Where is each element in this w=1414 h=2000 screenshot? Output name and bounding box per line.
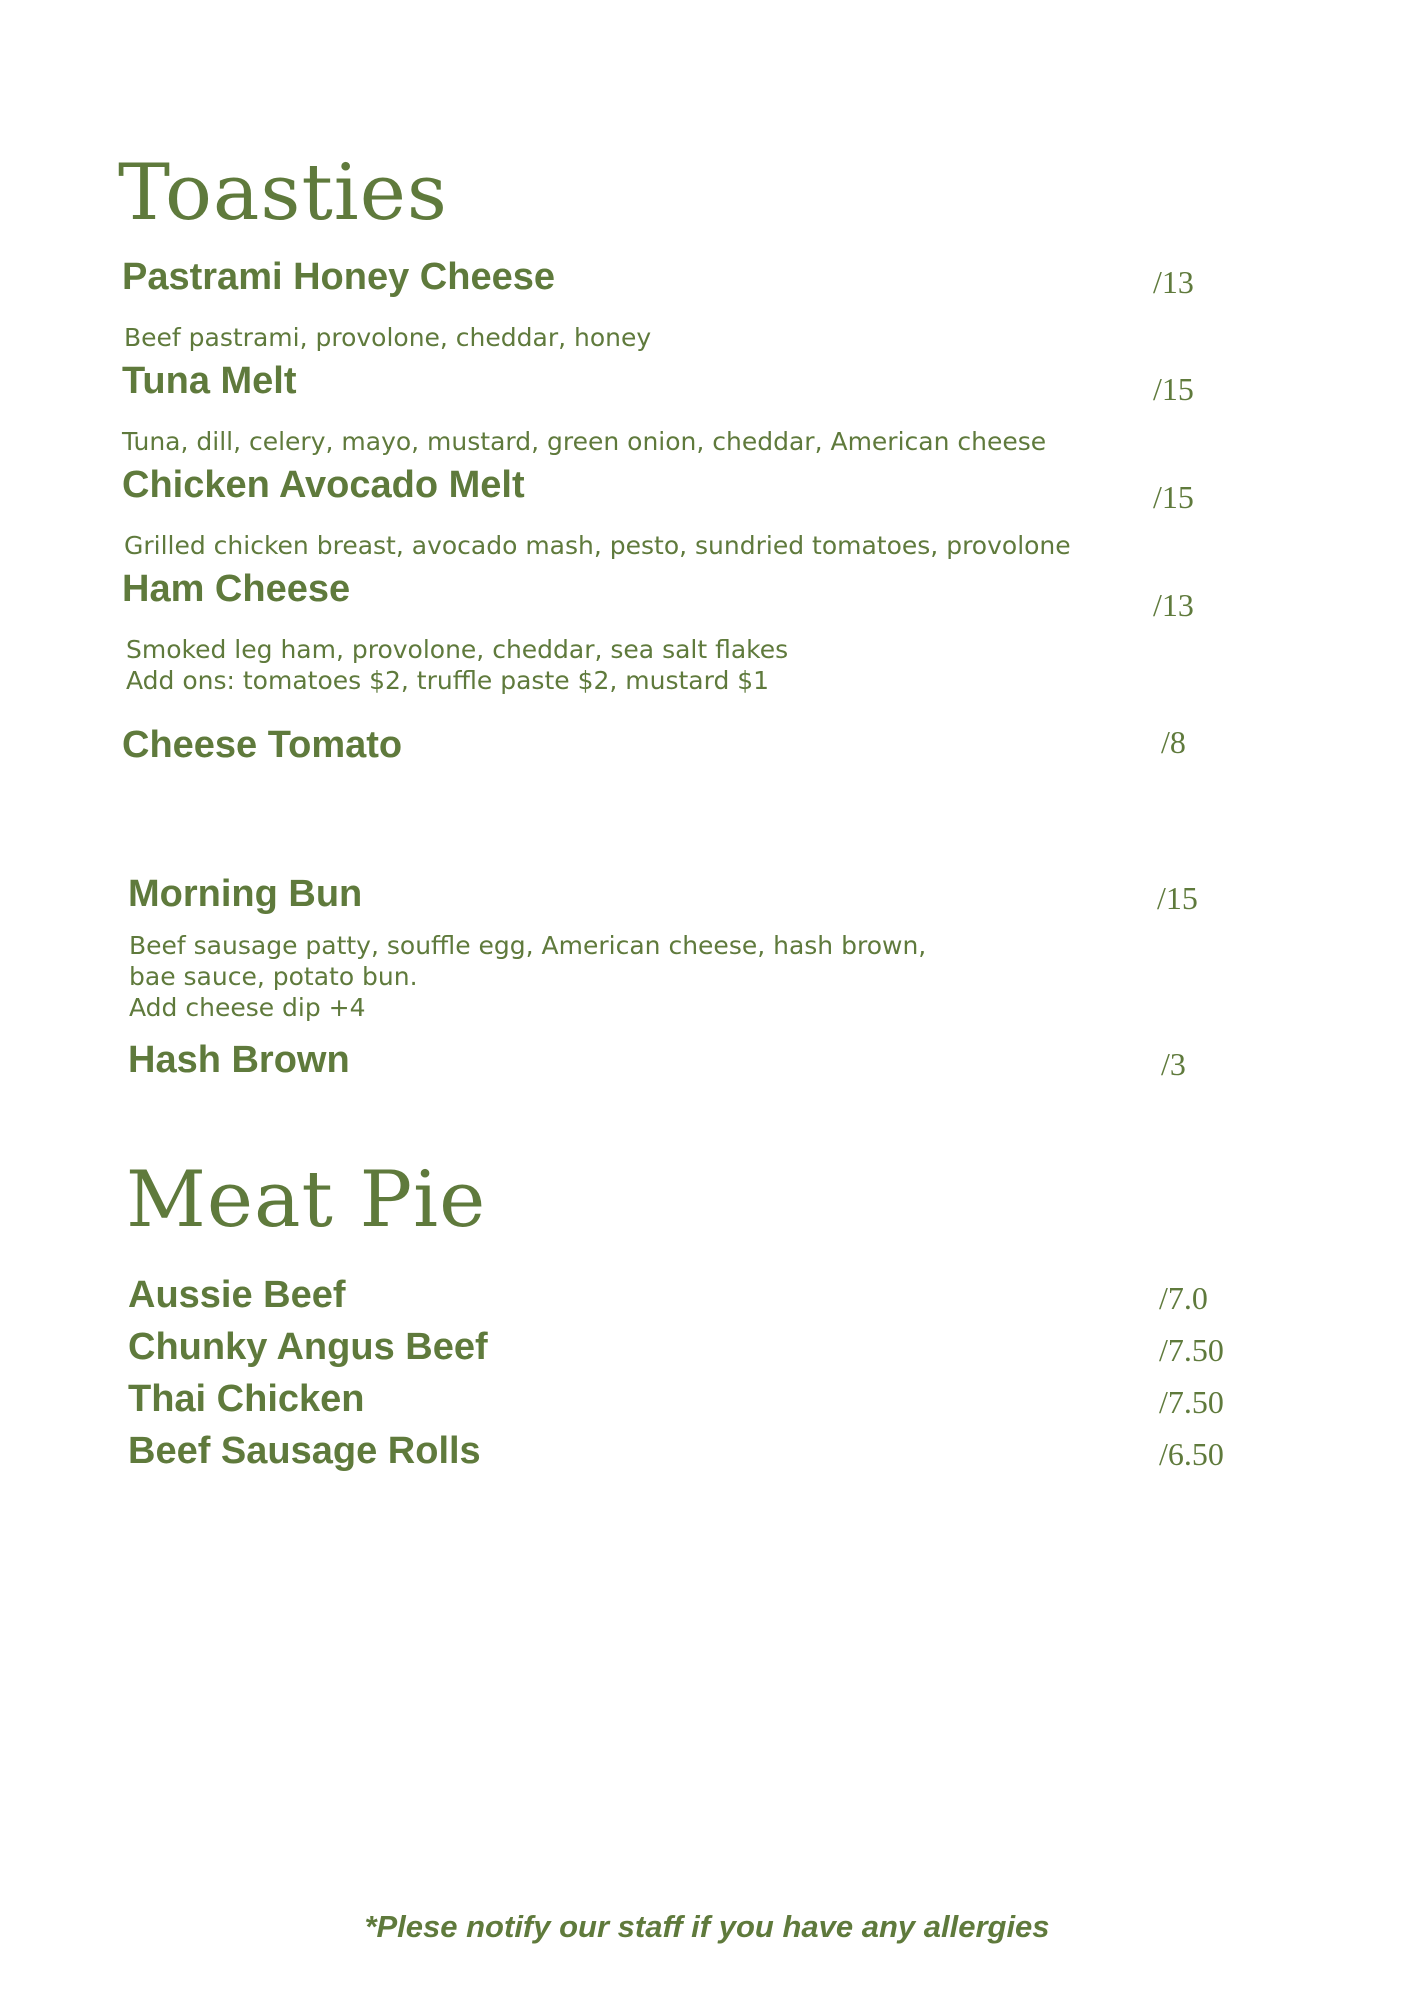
- item-desc-ham-cheese: Smoked leg ham, provolone, cheddar, sea salt flakes: [126, 635, 789, 664]
- item-name-beef-sausage-rolls: Beef Sausage Rolls: [128, 1430, 481, 1472]
- item-name-aussie-beef: Aussie Beef: [128, 1274, 346, 1316]
- item-desc-morning-bun-line2: bae sauce, potato bun.: [129, 962, 418, 991]
- item-price-beef-sausage-rolls: /6.50: [1159, 1436, 1224, 1472]
- item-price-tuna-melt: /15: [1153, 371, 1194, 407]
- item-desc-tuna-melt: Tuna, dill, celery, mayo, mustard, green onion, cheddar, American cheese: [122, 427, 1047, 456]
- item-price-cheese-tomato: /8: [1161, 724, 1186, 760]
- item-price-chunky-angus-beef: /7.50: [1159, 1332, 1224, 1368]
- item-price-thai-chicken: /7.50: [1159, 1384, 1224, 1420]
- item-desc-morning-bun: Beef sausage patty, souffle egg, American cheese, hash brown,: [129, 931, 927, 960]
- item-name-ham-cheese: Ham Cheese: [122, 568, 351, 610]
- section-title-meat-pie: Meat Pie: [126, 1155, 487, 1245]
- section-title-toasties: Toasties: [118, 148, 448, 238]
- item-desc-pastrami-honey-cheese: Beef pastrami, provolone, cheddar, honey: [124, 323, 652, 352]
- item-price-morning-bun: /15: [1157, 880, 1198, 916]
- item-name-cheese-tomato: Cheese Tomato: [122, 724, 403, 766]
- item-desc-chicken-avocado-melt: Grilled chicken breast, avocado mash, pesto, sundried tomatoes, provolone: [124, 531, 1071, 560]
- item-price-pastrami-honey-cheese: /13: [1153, 264, 1194, 300]
- item-price-ham-cheese: /13: [1153, 587, 1194, 623]
- item-price-hash-brown: /3: [1161, 1046, 1186, 1082]
- item-name-chunky-angus-beef: Chunky Angus Beef: [128, 1326, 488, 1368]
- item-name-hash-brown: Hash Brown: [128, 1039, 350, 1081]
- item-price-chicken-avocado-melt: /15: [1153, 479, 1194, 515]
- item-name-tuna-melt: Tuna Melt: [122, 360, 297, 402]
- item-name-thai-chicken: Thai Chicken: [128, 1378, 365, 1420]
- item-name-pastrami-honey-cheese: Pastrami Honey Cheese: [122, 256, 555, 298]
- item-name-morning-bun: Morning Bun: [128, 873, 363, 915]
- item-addons-morning-bun: Add cheese dip +4: [129, 993, 366, 1022]
- item-addons-ham-cheese: Add ons: tomatoes $2, truffle paste $2, mustard $1: [126, 666, 770, 695]
- item-name-chicken-avocado-melt: Chicken Avocado Melt: [122, 464, 525, 506]
- item-price-aussie-beef: /7.0: [1159, 1280, 1208, 1316]
- allergy-footnote: *Plese notify our staff if you have any allergies: [364, 1909, 1050, 1944]
